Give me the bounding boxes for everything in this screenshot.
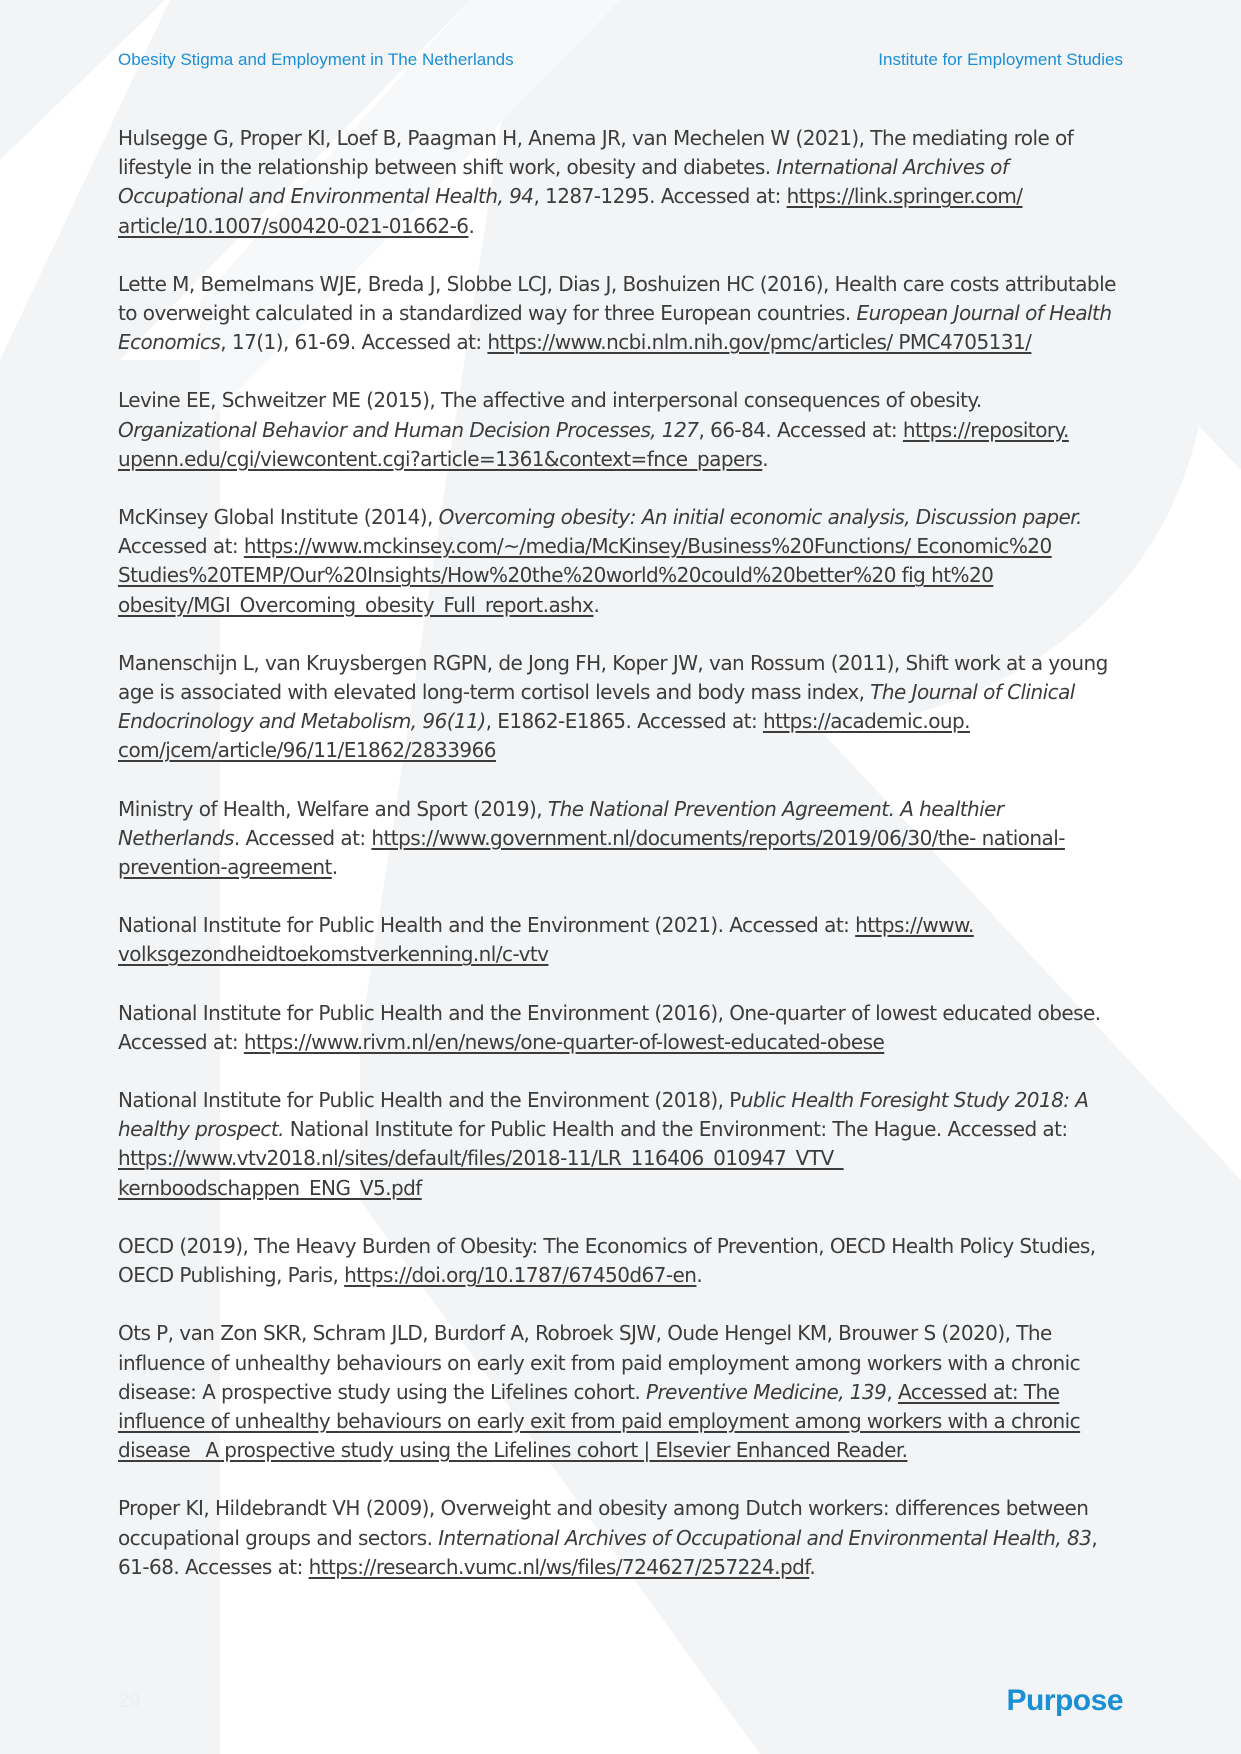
reference-source-title: The Journal of Clinical Endocrinology and Metabolism, 96(11) [118, 680, 1075, 734]
reference-entry [118, 911, 1123, 969]
reference-text: . [468, 213, 475, 238]
reference-source-title: Organizational Behavior and Human Decision Processes, 127 [118, 417, 699, 442]
reference-link[interactable]: https://www.mckinsey.com/~/media/McKinsey/Business%20Functions/ Economic%20 Studies%20TEMP/Our%20Insights/How%20the%20world%20could%20better%20 fig ht%20 obesity/MGI_Overcoming_obesity_Full_report.ashx [118, 534, 1052, 617]
reference-text: Ministry of Health, Welfare and Sport (2019), [118, 796, 548, 821]
purpose-logo: Purpose [1006, 1684, 1123, 1717]
reference-entry [118, 649, 1123, 766]
reference-link[interactable]: https://www.vtv2018.nl/sites/default/files/2018-11/LR_116406_010947_VTV_ kernboodschappen_ENG_V5.pdf [118, 1146, 844, 1200]
reference-text: National Institute for Public Health and the Environment (2016), One-quarter of lowest educated obese. Accessed at: [118, 1000, 1101, 1054]
reference-link[interactable]: https://www.government.nl/documents/reports/2019/06/30/the- national-prevention-agreement [118, 825, 1065, 880]
reference-entry [118, 386, 1123, 474]
reference-text: , [886, 1379, 898, 1404]
reference-source-title: Preventive Medicine, 139 [646, 1379, 887, 1404]
reference-link[interactable]: Accessed at: The influence of unhealthy behaviours on early exit from paid employment among workers with a chronic disease_ A prospective study using the Lifelines cohort | Elsevier Enhanced Reader. [118, 1379, 1081, 1463]
reference-text: Levine EE, Schweitzer ME (2015), The affective and interpersonal consequences of obesity. [118, 388, 982, 413]
publisher-name: Institute for Employment Studies [878, 50, 1123, 69]
reference-text: . [762, 446, 769, 471]
reference-source-title: European Journal of Health Economics [118, 301, 1112, 355]
reference-text: . Accessed at: [233, 825, 372, 850]
reference-link[interactable]: https://link.springer.com/ article/10.1007/s00420-021-01662-6 [118, 184, 1023, 238]
reference-entry [118, 795, 1123, 883]
reference-link[interactable]: https://research.vumc.nl/ws/files/724627/257224.pdf [308, 1554, 810, 1579]
reference-text: Manenschijn L, van Kruysbergen RGPN, de Jong FH, Koper JW, van Rossum (2011), Shift work at a young age is associated with elevated long-term cortisol levels and body mass index, [118, 650, 1108, 705]
reference-entry [118, 270, 1123, 358]
reference-text: National Institute for Public Health and the Environment (2018), P [118, 1088, 741, 1113]
reference-text: . [331, 855, 338, 880]
page-number: 29 [118, 1690, 141, 1712]
document-title: Obesity Stigma and Employment in The Netherlands [118, 50, 514, 69]
reference-text: . [593, 592, 600, 617]
reference-entry [118, 503, 1123, 620]
reference-text: McKinsey Global Institute (2014), [118, 505, 439, 530]
reference-source-title: International Archives of Occupational and Environmental Health, 83 [438, 1525, 1092, 1550]
reference-text: Proper KI, Hildebrandt VH (2009), Overweight and obesity among Dutch workers: differences between occupational groups and sectors. [118, 1496, 1089, 1550]
reference-entry [118, 1494, 1123, 1582]
reference-source-title: ublic Health Foresight Study 2018: A healthy prospect. [118, 1088, 1089, 1142]
reference-entry [118, 1319, 1123, 1465]
reference-text: , E1862-E1865. Accessed at: [485, 709, 763, 734]
reference-text: , 66-84. Accessed at: [698, 417, 903, 442]
reference-link[interactable]: https://www.ncbi.nlm.nih.gov/pmc/articles/ PMC4705131/ [487, 330, 1032, 355]
reference-text: , 17(1), 61-69. Accessed at: [220, 330, 488, 355]
reference-entry [118, 124, 1123, 241]
reference-text: , 1287-1295. Accessed at: [533, 184, 787, 209]
reference-entry [118, 1232, 1123, 1290]
reference-link[interactable]: https://www. volksgezondheidtoekomstverkenning.nl/c-vtv [118, 913, 974, 967]
reference-source-title: Overcoming obesity: An initial economic analysis, Discussion paper. [438, 505, 1082, 530]
reference-text: OECD (2019), The Heavy Burden of Obesity: The Economics of Prevention, OECD Health Policy Studies, OECD Publishing, Paris, [118, 1233, 1096, 1288]
reference-text: National Institute for Public Health and the Environment: The Hague. Accessed at: [283, 1117, 1068, 1142]
reference-text: . [696, 1263, 703, 1288]
reference-list [118, 124, 1123, 1611]
reference-link[interactable]: https://academic.oup. com/jcem/article/96/11/E1862/2833966 [118, 709, 970, 763]
reference-text: , 61-68. Accesses at: [118, 1525, 1098, 1579]
reference-text: . [809, 1554, 816, 1579]
running-header [118, 50, 1123, 70]
reference-link[interactable]: https://doi.org/10.1787/67450d67-en [344, 1263, 697, 1288]
reference-source-title: International Archives of Occupational and Environmental Health, 94 [118, 155, 1009, 209]
reference-text: Lette M, Bemelmans WJE, Breda J, Slobbe LCJ, Dias J, Boshuizen HC (2016), Health care costs attributable to overweight calculated in a standardized way for three European countries. [118, 271, 1116, 326]
reference-text: Ots P, van Zon SKR, Schram JLD, Burdorf A, Robroek SJW, Oude Hengel KM, Brouwer S (2020), The influence of unhealthy behaviours on early exit from paid employment among workers with a chronic disease: A prospective study using the Lifelines cohort. [118, 1321, 1081, 1404]
reference-text: Accessed at: [118, 534, 244, 559]
reference-source-title: The National Prevention Agreement. A healthier Netherlands [118, 796, 1004, 850]
reference-entry [118, 999, 1123, 1057]
reference-link[interactable]: https://www.rivm.nl/en/news/one-quarter-of-lowest-educated-obese [243, 1029, 885, 1054]
reference-link[interactable]: https://repository. upenn.edu/cgi/viewcontent.cgi?article=1361&context=fnce_papers [118, 417, 1069, 471]
reference-text: National Institute for Public Health and the Environment (2021). Accessed at: [118, 913, 856, 938]
reference-entry [118, 1086, 1123, 1203]
reference-text: Hulsegge G, Proper KI, Loef B, Paagman H, Anema JR, van Mechelen W (2021), The mediating role of lifestyle in the relationship between shift work, obesity and diabetes. [118, 126, 1074, 180]
